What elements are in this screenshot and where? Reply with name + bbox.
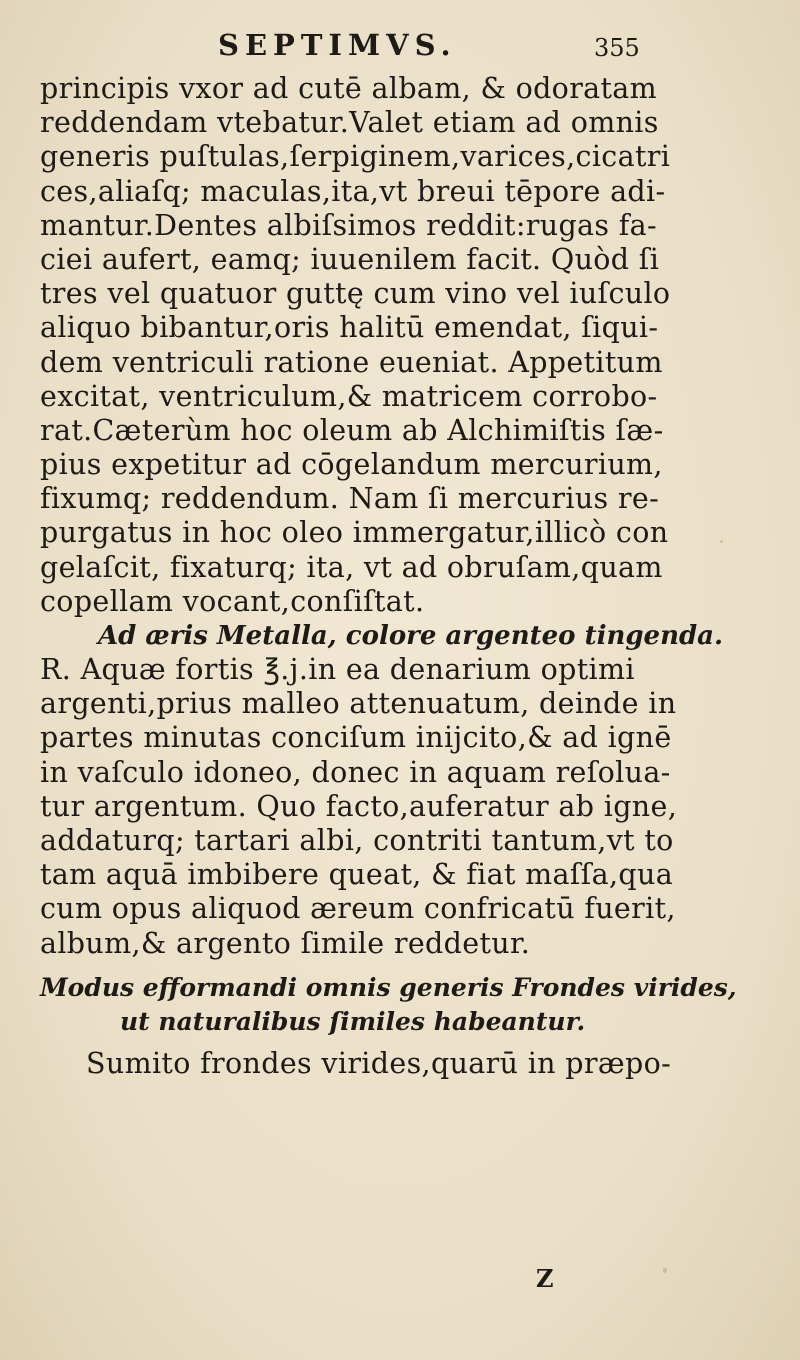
text-line: tur argentum. Quo facto,auferatur ab igne, xyxy=(40,789,678,823)
text-line: Sumito frondes virides,quarū in præpo- xyxy=(86,1046,672,1080)
text-line: tam aquā imbibere queat, & fiat maſſa,qua xyxy=(40,858,674,892)
text-block xyxy=(40,72,770,1081)
text-line: copellam vocant,conſiſtat. xyxy=(40,584,425,618)
page-header xyxy=(0,26,800,70)
text-line: album,& argento ſimile reddetur. xyxy=(40,926,531,960)
section-heading: Ad æris Metalla, colore argenteo tingenda. xyxy=(98,621,724,651)
text-line: principis vxor ad cutē albam, & odoratam xyxy=(40,72,658,105)
text-line: purgatus in hoc oleo immergatur,illicò con xyxy=(40,516,669,550)
text-line: reddendam vtebatur.Valet etiam ad omnis xyxy=(40,106,659,140)
foxing-spot xyxy=(663,1268,667,1273)
text-line: partes minutas conciſum inijcito,& ad ignē xyxy=(40,721,672,755)
text-line: aliquo bibantur,oris halitū emendat, ſiqui- xyxy=(40,311,659,345)
text-line: fixumq; reddendum. Nam ſi mercurius re- xyxy=(40,482,660,516)
page-number: 355 xyxy=(594,34,640,62)
text-line: rat.Cæterùm hoc oleum ab Alchimiſtis ſæ- xyxy=(40,413,664,447)
text-line: ciei aufert, eamq; iuuenilem facit. Quòd ſi xyxy=(40,242,660,276)
text-line: excitat, ventriculum,& matricem corrobo- xyxy=(40,379,658,413)
text-line: generis puſtulas,ſerpiginem,varices,cicatri xyxy=(40,140,671,174)
text-line: argenti,prius malleo attenuatum, deinde in xyxy=(40,687,677,721)
text-line: addaturq; tartari albi, contriti tantum,vt to xyxy=(40,823,674,857)
text-line: ces,aliaſq; maculas,ita,vt breui tēpore adi- xyxy=(40,174,666,208)
section-heading: Modus efformandi omnis generis Frondes virides, xyxy=(40,972,737,1002)
text-line: cum opus aliquod æreum confricatū fuerit, xyxy=(40,892,676,926)
text-line: dem ventriculi ratione eueniat. Appetitum xyxy=(40,345,663,379)
text-line: in vaſculo idoneo, donec in aquam reſolua- xyxy=(40,755,671,789)
catchword: Z xyxy=(536,1264,554,1293)
text-line: gelaſcit, fixaturq; ita, vt ad obruſam,quam xyxy=(40,550,663,584)
section-heading-continued: ut naturalibus ſimiles habeantur. xyxy=(120,1006,586,1036)
text-line: mantur.Dentes albiſsimos reddit:rugas fa- xyxy=(40,208,657,242)
text-line: R. Aquæ fortis ℥.j.in ea denarium optimi xyxy=(40,653,635,686)
text-line: pius expetitur ad cōgelandum mercurium, xyxy=(40,448,663,482)
text-line: tres vel quatuor guttę cum vino vel iuſculo xyxy=(40,277,671,311)
running-head: SEPTIMVS. xyxy=(218,28,457,62)
